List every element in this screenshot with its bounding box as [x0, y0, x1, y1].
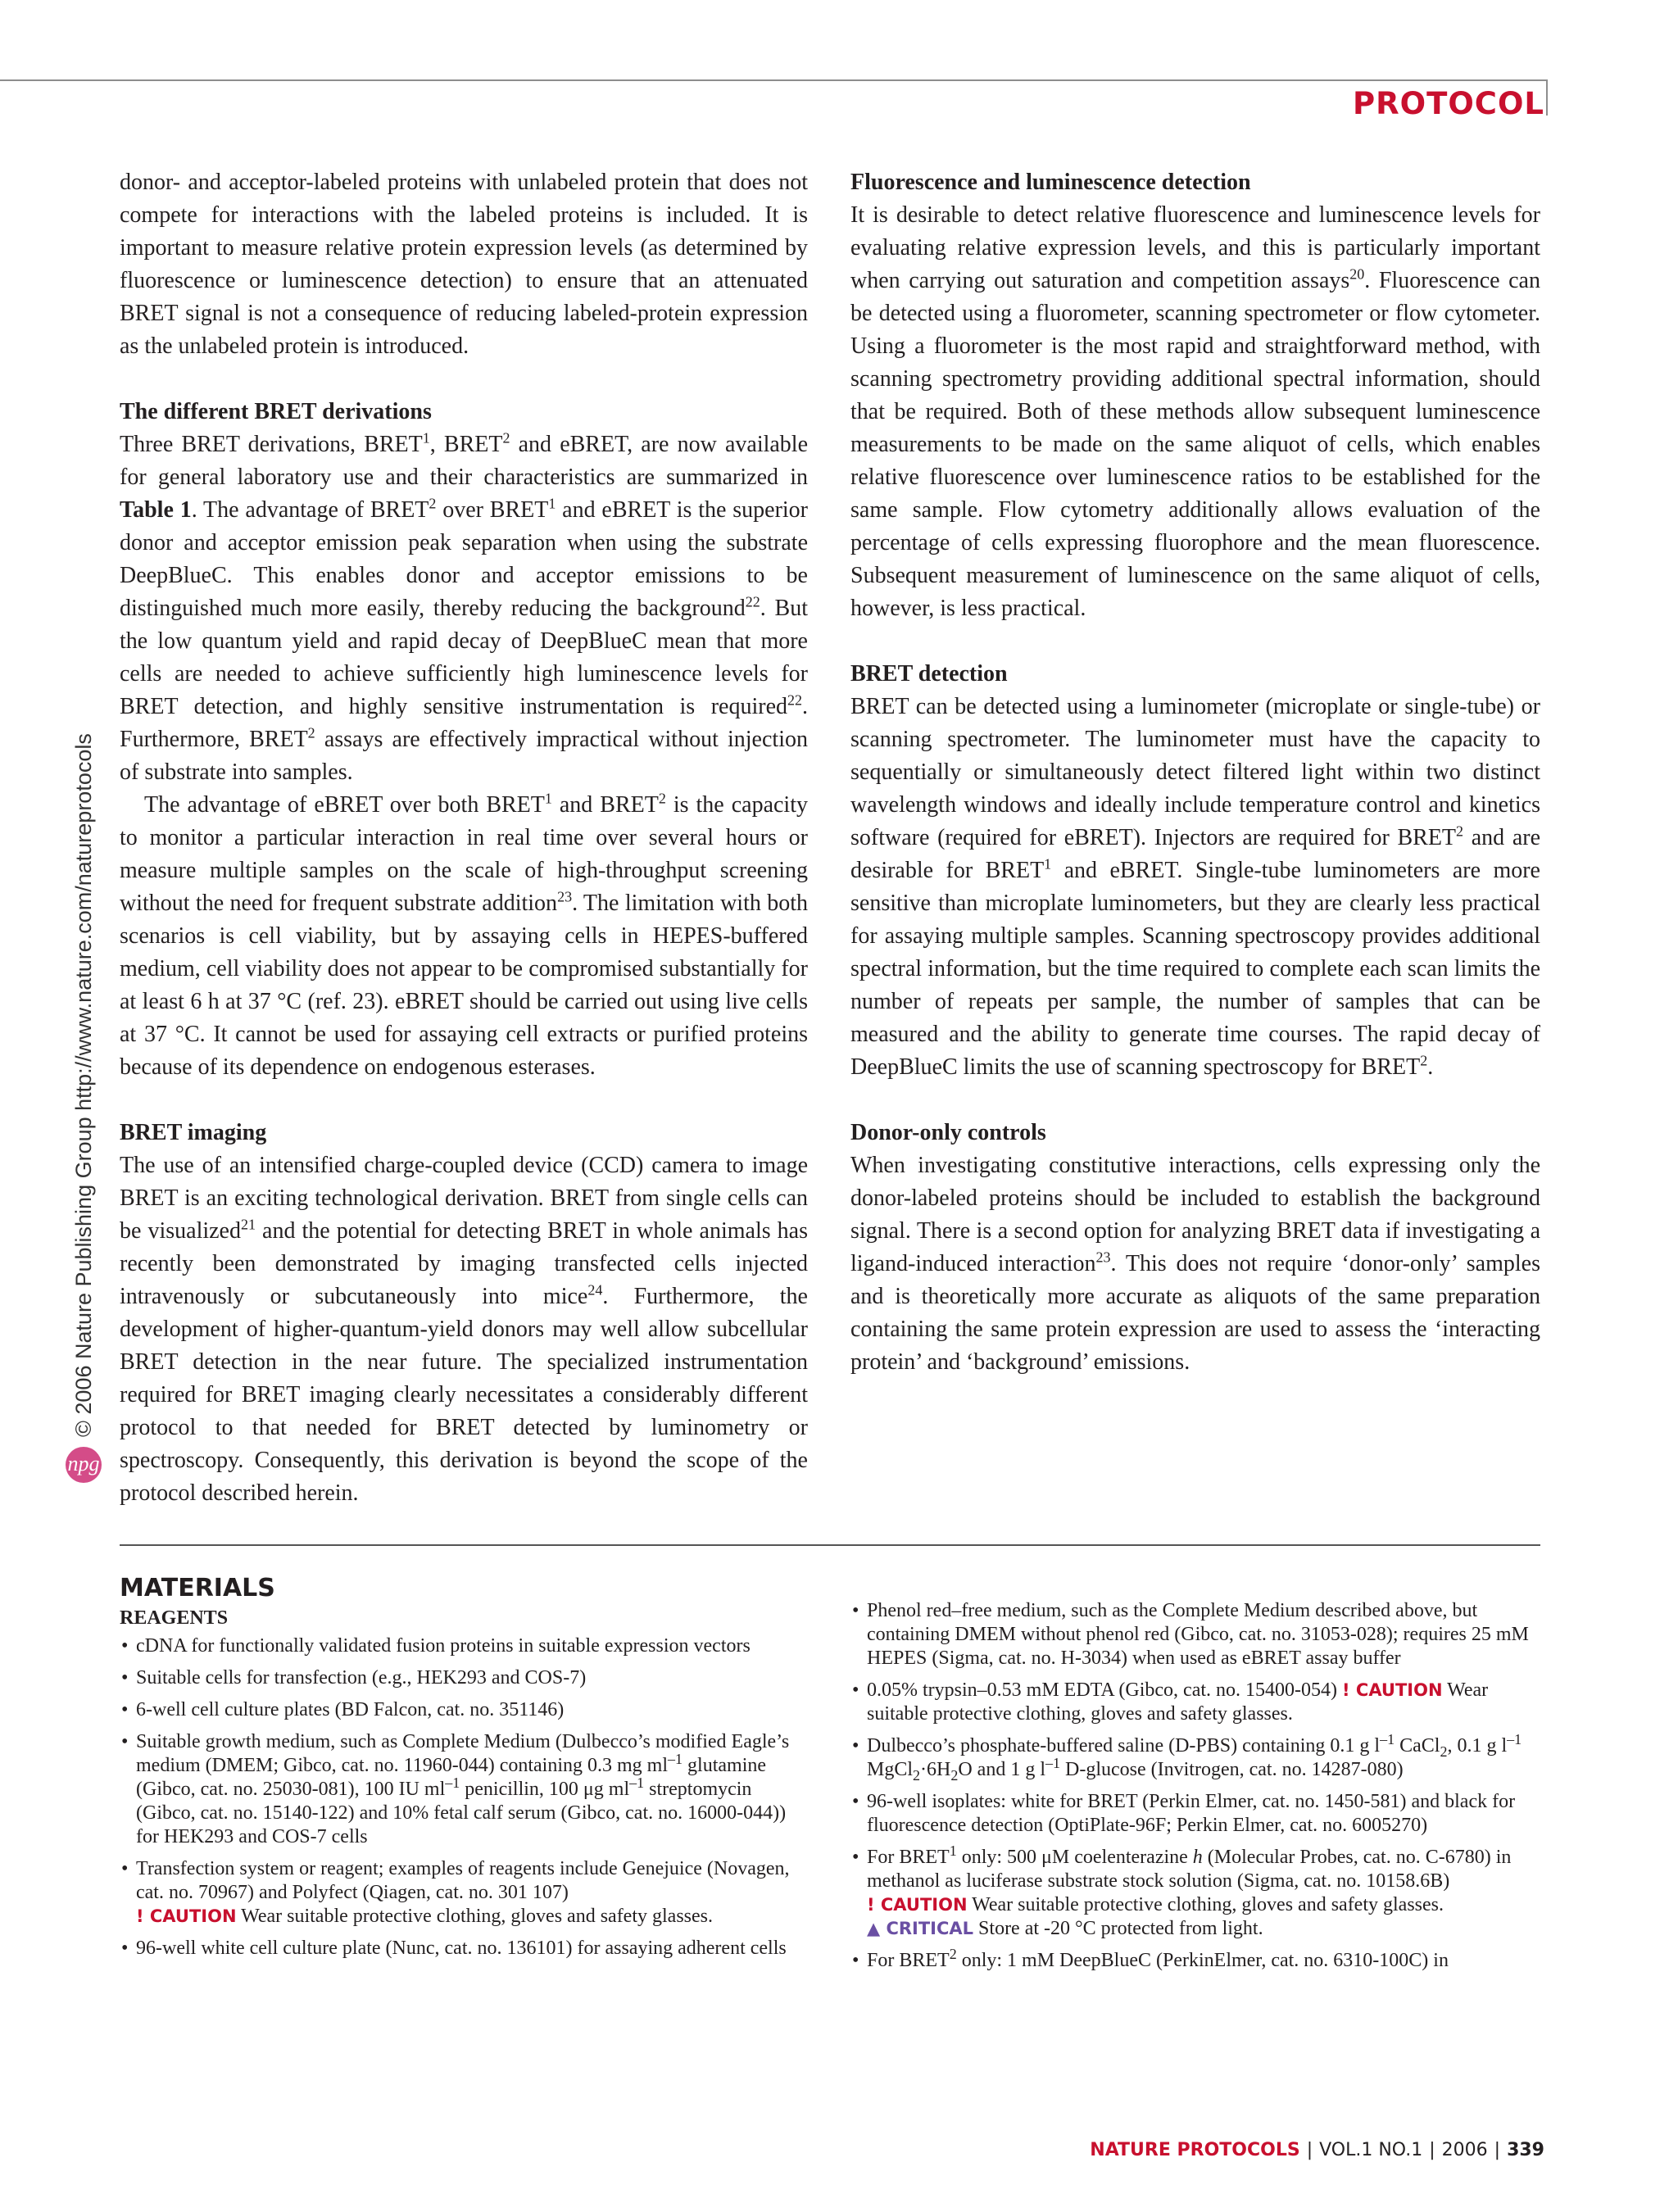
materials-divider: [120, 1544, 1540, 1546]
list-item: • Suitable cells for transfection (e.g., HEK293 and COS-7): [120, 1666, 808, 1690]
heading-donor-only-controls: Donor-only controls: [850, 1120, 1046, 1145]
table-reference: Table 1: [120, 497, 192, 523]
list-item: • cDNA for functionally validated fusion proteins in suitable expression vectors: [120, 1634, 808, 1658]
list-item: • 6-well cell culture plates (BD Falcon, cat. no. 351146): [120, 1698, 808, 1722]
paragraph-bret-detection: BRET can be detected using a luminometer (microplate or single-tube) or scanning spectrometer. The luminometer must have the capacity to sequentially or simultaneously detect filtered light within two distinct wavelength windows and ideally include temperature control and kinetics software (required for eBRET). Injectors are required for BRET$^2$ and are desirable for BRET$^1$ and eBRET. Single-tube luminometers are more sensitive than microplate luminometers, but they are clearly less practical for assaying multiple samples. Scanning spectroscopy provides additional spectral information, but the time required to complete each scan limits the number of repeats per sample, the number of samples that can be measured and the ability to generate time courses. The rapid decay of DeepBlueC limits the use of scanning spectroscopy for BRET$^2$.: [850, 694, 1540, 1080]
list-item: • 0.05% trypsin–0.53 mM EDTA (Gibco, cat. no. 15400-054) ! CAUTION Wear suitable protective clothing, gloves and safety glasses.: [850, 1679, 1540, 1726]
paragraph-intro: donor- and acceptor-labeled proteins with unlabeled protein that does not compete for interactions with the labeled proteins is included. It is important to measure relative protein expression levels (as determined by fluorescence or luminescence detection) to ensure that an attenuated BRET signal is not a consequence of reducing labeled-protein expression as the unlabeled protein is introduced.: [120, 170, 808, 359]
heading-fluorescence-detection: Fluorescence and luminescence detection: [850, 170, 1251, 195]
critical-label: ▲ CRITICAL: [867, 1919, 974, 1938]
copyright-sidebar: [66, 733, 102, 1483]
heading-bret-detection: BRET detection: [850, 661, 1008, 687]
caution-label: ! CAUTION: [867, 1895, 968, 1915]
section-label: PROTOCOL: [1353, 86, 1544, 121]
reagents-list-right: [850, 1599, 1540, 1981]
paragraph-ebret: The advantage of eBRET over both BRET$^1$ and BRET$^2$ is the capacity to monitor a particular interaction in real time over several hours or measure multiple samples on the scale of high-throughput screening without the need for frequent substrate addition$^{23}$. The limitation with both scenarios is cell viability, but by assaying cells in HEPES-buffered medium, cell viability does not appear to be compromised substantially for at least 6 h at 37 °C (ref. 23). eBRET should be carried out using live cells at 37 °C. It cannot be used for assaying cell extracts or purified proteins because of its dependence on endogenous esterases.: [120, 790, 808, 1080]
copyright-text: © 2006 Nature Publishing Group http://www.nature.com/natureprotocols: [70, 733, 96, 1437]
list-item: • 96-well isoplates: white for BRET (Perkin Elmer, cat. no. 1450-581) and black for fluorescence detection (OptiPlate-96F; Perkin Elmer, cat. no. 6005270): [850, 1790, 1540, 1838]
caution-label: ! CAUTION: [1342, 1680, 1443, 1700]
list-item: • Dulbecco’s phosphate-buffered saline (D-PBS) containing 0.1 g $l^{-1}$ CaCl$_2$, 0.1 g $l^{-1}$ $MgCl_2\cdot 6H_2O$ and 1 g $l^{-1}$ D-glucose (Invitrogen, cat. no. 14287-080): [850, 1734, 1540, 1782]
right-column: [850, 166, 1540, 1379]
list-item: • 96-well white cell culture plate (Nunc, cat. no. 136101) for assaying adherent cells: [120, 1937, 808, 1960]
year: 2006: [1441, 2140, 1488, 2160]
header-rule: [0, 79, 1547, 81]
left-column: [120, 166, 808, 1510]
heading-bret-derivations: The different BRET derivations: [120, 399, 432, 424]
page-number: 339: [1507, 2140, 1544, 2160]
reagents-list-left: [120, 1634, 808, 1969]
paragraph-fluorescence: It is desirable to detect relative fluorescence and luminescence levels for evaluating relative expression levels, and this is particularly important when carrying out saturation and competition assays$^{20}$. Fluorescence can be detected using a fluorometer, scanning spectrometer or flow cytometer. Using a fluorometer is the most rapid and straightforward method, with scanning spectrometry providing additional spectral information, should that be required. Both of these methods allow subsequent luminescence measurements to be made on the same aliquot of cells, which enables relative fluorescence over luminescence ratios to be established for the same sample. Flow cytometry additionally allows evaluation of the percentage of cells expressing fluorophore and the mean fluorescence. Subsequent measurement of luminescence on the same aliquot of cells, however, is less practical.: [850, 202, 1540, 621]
reagents-subtitle: REAGENTS: [120, 1607, 229, 1629]
paragraph-derivations: Three BRET derivations, BRET$^1$, BRET$^2$ and eBRET, are now available for general laboratory use and their characteristics are summarized in Table 1. The advantage of BRET$^2$ over BRET$^1$ and eBRET is the superior donor and acceptor emission peak separation when using the substrate DeepBlueC. This enables donor and acceptor emissions to be distinguished much more easily, thereby reducing the background$^{22}$. But the low quantum yield and rapid decay of DeepBlueC mean that more cells are needed to achieve sufficiently high luminescence levels for BRET detection, and highly sensitive instrumentation is required$^{22}$. Furthermore, BRET$^2$ assays are effectively impractical without injection of substrate into samples.: [120, 429, 809, 785]
caution-label: ! CAUTION: [136, 1906, 237, 1926]
paragraph-imaging: The use of an intensified charge-coupled device (CCD) camera to image BRET is an exciting technological derivation. BRET from single cells can be visualized$^{21}$ and the potential for detecting BRET in whole animals has recently been demonstrated by imaging transfected cells injected intravenously or subcutaneously into mice$^{24}$. Furthermore, the development of higher-quantum-yield donors may well allow subcellular BRET detection in the near future. The specialized instrumentation required for BRET imaging clearly necessitates a considerably different protocol to that needed for BRET detected by luminometry or spectroscopy. Consequently, this derivation is beyond the scope of the protocol described herein.: [120, 1153, 808, 1506]
paragraph-donor-only: When investigating constitutive interactions, cells expressing only the donor-labeled proteins should be included to establish the background signal. There is a second option for analyzing BRET data if investigating a ligand-induced interaction$^{23}$. This does not require ‘donor-only’ samples and is theoretically more accurate as aliquots of the same preparation containing the same protein expression are used to assess the ‘interacting protein’ and ‘background’ emissions.: [850, 1153, 1540, 1375]
heading-bret-imaging: BRET imaging: [120, 1120, 267, 1145]
journal-name: NATURE PROTOCOLS: [1090, 2140, 1300, 2160]
list-item: • Suitable growth medium, such as Complete Medium (Dulbecco’s modified Eagle’s medium (DMEM; Gibco, cat. no. 11960-044) containing 0.3 mg $ml^{-1}$ glutamine (Gibco, cat. no. 25030-081), 100 IU $ml^{-1}$ penicillin, 100 μg $ml^{-1}$ streptomycin (Gibco, cat. no. 15140-122) and 10% fetal calf serum (Gibco, cat. no. 16000-044)) for HEK293 and COS-7 cells: [120, 1730, 808, 1849]
page-footer: NATURE PROTOCOLS | VOL.1 NO.1 | 2006 | 339: [1090, 2140, 1544, 2160]
volume-issue: VOL.1 NO.1: [1319, 2140, 1423, 2160]
npg-logo-icon: npg: [66, 1447, 102, 1483]
list-item: • For BRET$^1$ only: 500 μM coelenterazine h (Molecular Probes, cat. no. C-6780) in methanol as luciferase substrate stock solution (Sigma, cat. no. 10158.6B) ! CAUTION Wear suitable protective clothing, gloves and safety glasses. ▲ CRITICAL Store at -20 °C protected from light.: [850, 1846, 1540, 1941]
list-item: • For BRET$^2$ only: 1 mM DeepBlueC (PerkinElmer, cat. no. 6310-100C) in: [850, 1949, 1540, 1973]
list-item: • Transfection system or reagent; examples of reagents include Genejuice (Novagen, cat. no. 70967) and Polyfect (Qiagen, cat. no. 301 107) ! CAUTION Wear suitable protective clothing, gloves and safety glasses.: [120, 1857, 808, 1929]
list-item: • Phenol red–free medium, such as the Complete Medium described above, but containing DMEM without phenol red (Gibco, cat. no. 31053-028); requires 25 mM HEPES (Sigma, cat. no. H-3034) when used as eBRET assay buffer: [850, 1599, 1540, 1670]
materials-title: MATERIALS: [120, 1574, 275, 1602]
header-rule-tick: [1546, 79, 1548, 116]
